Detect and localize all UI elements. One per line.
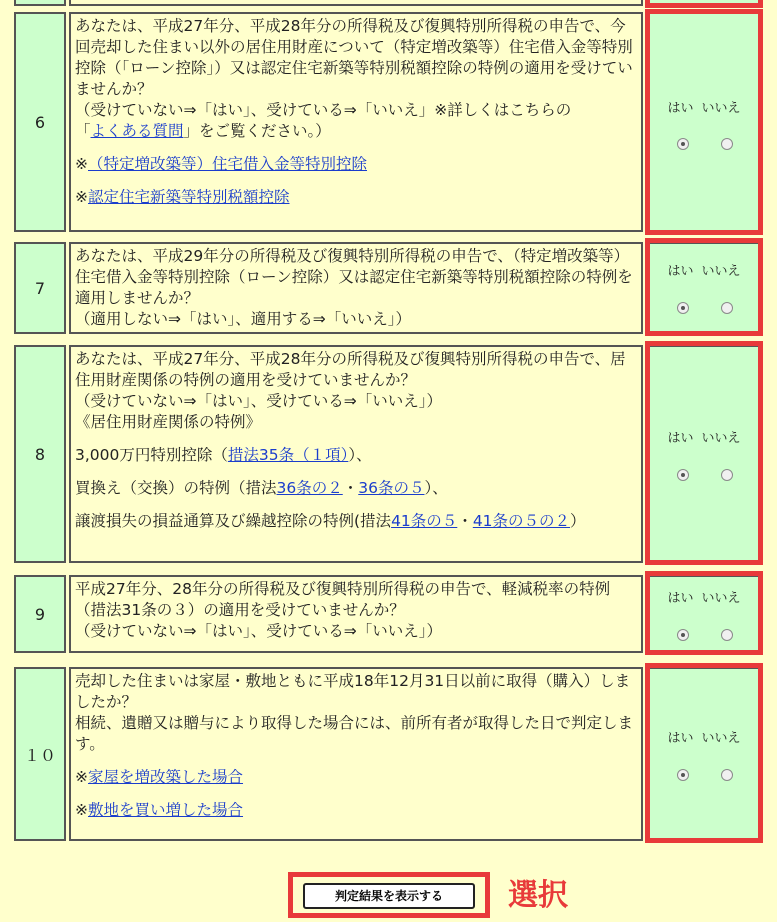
link-line [75,187,637,208]
yes-radio[interactable] [677,769,689,781]
no-radio[interactable] [721,629,733,641]
yes-radio[interactable] [677,469,689,481]
no-label: いいえ [701,264,741,279]
yes-label: はい [667,591,694,606]
answer-labels [650,427,758,446]
question-text-cell [69,242,643,334]
land-purchase-link[interactable]: 敷地を買い増した場合 [88,801,244,819]
provision-text: 3,000万円特別控除（ [75,446,228,464]
link-line [75,800,637,821]
question-note: 相続、遺贈又は贈与により取得した場合には、前所有者が取得した日で判定します。 [75,714,634,753]
yes-label: はい [667,264,694,279]
answer-cell [648,242,760,334]
article-41-5-link[interactable]: 41条の５ [391,512,458,530]
faq-link[interactable]: よくある質問 [90,122,184,140]
provision-text: ・ [342,479,359,497]
asterisk: ※ [75,155,88,173]
note-text: 」をご覧ください。） [183,122,331,140]
answer-cell [648,0,760,6]
yes-label: はい [667,431,694,446]
question-number: 7 [14,242,66,334]
question-number: １０ [14,667,66,841]
answer-cell [648,667,760,841]
no-label: いいえ [701,591,741,606]
select-annotation: 選択 [508,878,568,913]
question-text-cell [69,0,643,6]
yes-radio[interactable] [677,629,689,641]
answer-cell [648,12,760,232]
question-text: 売却した住まいは家屋・敷地ともに平成18年12月31日以前に取得（購入）しましたか？ [75,672,631,711]
question-text-cell [69,345,643,563]
question-subheading: 《居住用財産関係の特例》 [75,413,262,431]
yes-radio[interactable] [677,138,689,150]
special-provision-line [75,511,637,532]
submit-highlight-box [288,872,490,918]
special-provision-line [75,445,637,466]
question-text-cell [69,12,643,232]
no-label: いいえ [701,431,741,446]
question-note: （受けていない⇒「はい」、受けている⇒「いいえ」） [75,392,442,410]
certified-housing-credit-link[interactable]: 認定住宅新築等特別税額控除 [88,188,290,206]
article-36-2-link[interactable]: 36条の２ [276,479,343,497]
no-radio[interactable] [721,302,733,314]
note-text: 「 [75,122,91,140]
link-line [75,154,637,175]
question-note: （受けていない⇒「はい」、受けている⇒「いいえ」） [75,622,442,640]
article-36-5-link[interactable]: 36条の５ [358,479,425,497]
question-number-cell [14,0,66,6]
question-number: 8 [14,345,66,563]
question-text: 平成27年分、28年分の所得税及び復興特別所得税の申告で、軽減税率の特例（措法31条の３）の適用を受けていませんか？ [75,580,611,619]
answer-labels [650,260,758,279]
provision-text: ）、 [348,446,372,464]
question-text-cell [69,575,643,653]
provision-text: ・ [457,512,473,530]
note-text: （受けていない⇒「はい」、受けている⇒「いいえ」※詳しくはこちらの [75,101,572,119]
previous-row-fragment [0,0,777,8]
no-radio[interactable] [721,769,733,781]
house-extension-link[interactable]: 家屋を増改築した場合 [88,768,244,786]
link-line [75,767,637,788]
question-text-cell [69,667,643,841]
no-radio[interactable] [721,469,733,481]
housing-loan-deduction-link[interactable]: （特定増改築等）住宅借入金等特別控除 [88,155,368,173]
answer-cell [648,345,760,563]
no-label: いいえ [701,101,741,116]
question-text: あなたは、平成27年分、平成28年分の所得税及び復興特別所得税の申告で、居住用財産関係の特例の適用を受けていませんか？ [75,350,626,389]
question-note [75,100,637,142]
special-provision-line [75,478,637,499]
question-text: あなたは、平成27年分、平成28年分の所得税及び復興特別所得税の申告で、今回売却した住まい以外の居住用財産について（特定増改築等）住宅借入金等特別控除（「ローン控除」）又は認定住宅新築等特別税額控除の特例の適用を受けていませんか？ [75,17,633,98]
question-number: 6 [14,12,66,232]
no-label: いいえ [701,731,741,746]
asterisk: ※ [75,188,88,206]
answer-cell [648,575,760,653]
answer-labels [650,727,758,746]
asterisk: ※ [75,801,88,819]
question-note: （適用しない⇒「はい」、適用する⇒「いいえ」） [75,310,411,328]
article-41-5-2-link[interactable]: 41条の５の２ [472,512,571,530]
article-35-link[interactable]: 措法35条（１項） [227,446,349,464]
question-number: 9 [14,575,66,653]
question-text: あなたは、平成29年分の所得税及び復興特別所得税の申告で、（特定増改築等）住宅借入金等特別控除（ローン控除）又は認定住宅新築等特別税額控除の特例を適用しませんか？ [75,247,633,307]
provision-text: ）、 [424,479,448,497]
provision-text: ） [570,512,586,530]
yes-label: はい [667,101,694,116]
answer-labels [650,587,758,606]
no-radio[interactable] [721,138,733,150]
provision-text: 買換え（交換）の特例（措法 [75,479,277,497]
asterisk: ※ [75,768,88,786]
answer-labels [650,97,758,116]
show-result-button[interactable]: 判定結果を表示する [303,883,475,909]
yes-radio[interactable] [677,302,689,314]
provision-text: 譲渡損失の損益通算及び繰越控除の特例(措法 [75,512,392,530]
yes-label: はい [667,731,694,746]
